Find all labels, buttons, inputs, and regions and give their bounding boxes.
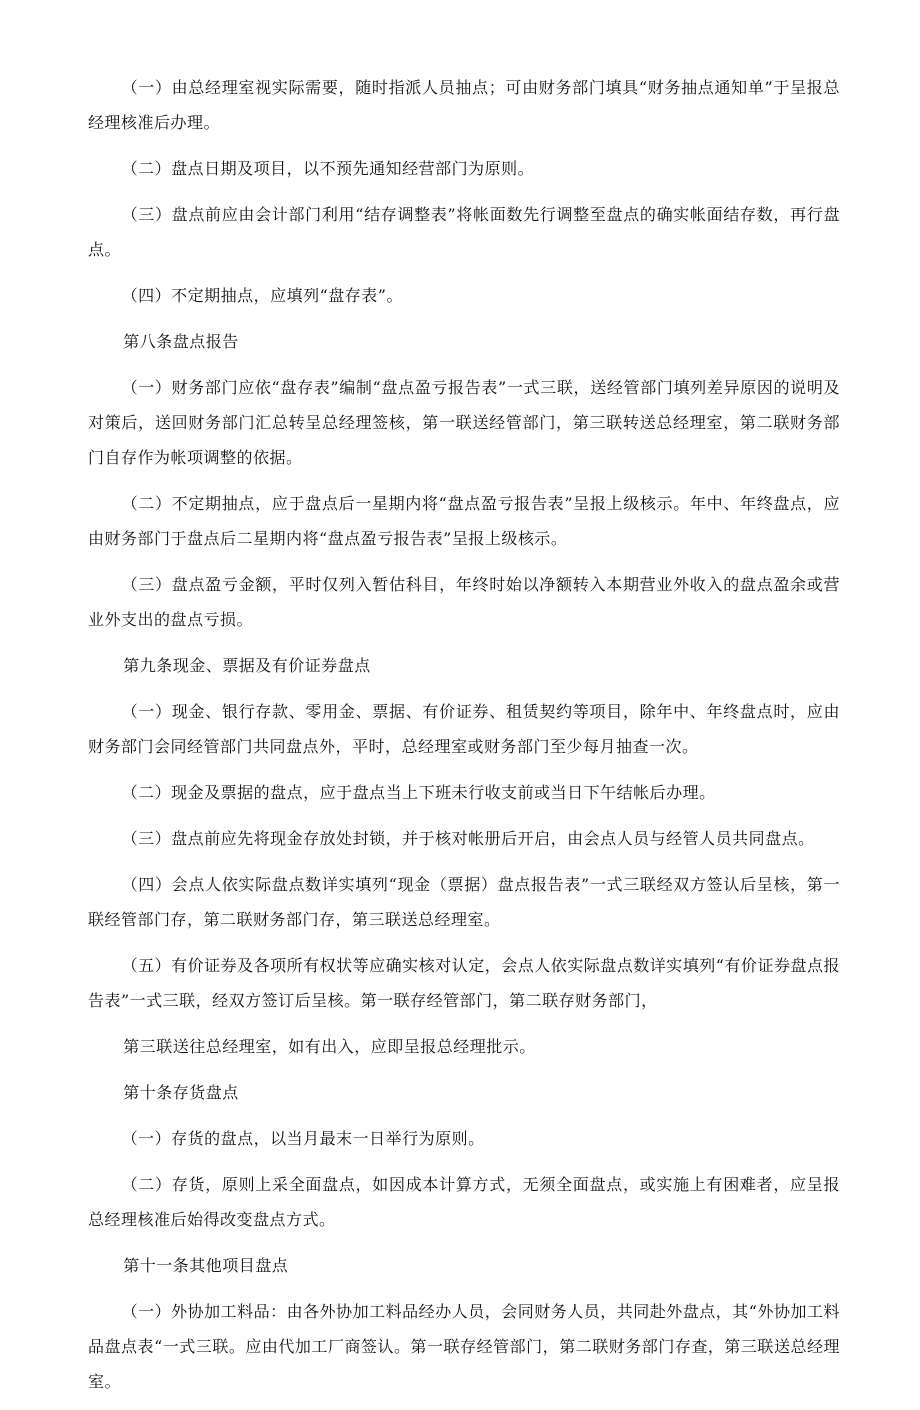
paragraph-14: （五）有价证券及各项所有权状等应确实核对认定，会点人依实际盘点数详实填列“有价证券盘点报告表”一式三联，经双方签订后呈核。第一联存经管部门，第二联存财务部门， (88, 956, 840, 1010)
paragraph-11: （二）现金及票据的盘点，应于盘点当上下班未行收支前或当日下午结帐后办理。 (121, 783, 716, 802)
paragraph-10: （一）现金、银行存款、零用金、票据、有价证券、租赁契约等项目，除年中、年终盘点时，应由财务部门会同经管部门共同盘点外，平时，总经理室或财务部门至少每月抽查一次。 (88, 702, 840, 756)
paragraph-18: （二）存货，原则上采全面盘点，如因成本计算方式，无须全面盘点，或实施上有困难者，应呈报总经理核准后始得改变盘点方式。 (88, 1175, 840, 1229)
paragraph-12: （三）盘点前应先将现金存放处封锁，并于核对帐册后开启，由会点人员与经管人员共同盘点。 (121, 829, 815, 848)
paragraph-1: （一）由总经理室视实际需要，随时指派人员抽点；可由财务部门填具“财务抽点通知单”于呈报总经理核准后办理。 (88, 78, 840, 132)
paragraph-6: （一）财务部门应依“盘存表”编制“盘点盈亏报告表”一式三联，送经管部门填列差异原因的说明及对策后，送回财务部门汇总转呈总经理签核，第一联送经管部门，第三联转送总经理室，第二联财务部门自存作为帐项调整的依据。 (88, 378, 840, 467)
paragraph-4: （四）不定期抽点，应填列“盘存表”。 (121, 286, 403, 305)
paragraph-3: （三）盘点前应由会计部门利用“结存调整表”将帐面数先行调整至盘点的确实帐面结存数，再行盘点。 (88, 205, 840, 259)
paragraph-2: （二）盘点日期及项目，以不预先通知经营部门为原则。 (121, 159, 535, 178)
document-page (88, 70, 840, 1410)
article-11-heading: 第十一条其他项目盘点 (123, 1256, 289, 1275)
paragraph-17: （一）存货的盘点，以当月最末一日举行为原则。 (121, 1129, 485, 1148)
paragraph-7: （二）不定期抽点，应于盘点后一星期内将“盘点盈亏报告表”呈报上级核示。年中、年终盘点，应由财务部门于盘点后二星期内将“盘点盈亏报告表”呈报上级核示。 (88, 494, 840, 548)
article-10-heading: 第十条存货盘点 (123, 1083, 239, 1102)
paragraph-8: （三）盘点盈亏金额，平时仅列入暂估科目，年终时始以净额转入本期营业外收入的盘点盈余或营业外支出的盘点亏损。 (88, 575, 840, 629)
article-9-heading: 第九条现金、票据及有价证券盘点 (123, 656, 371, 675)
paragraph-20: （一）外协加工料品：由各外协加工料品经办人员，会同财务人员，共同赴外盘点，其“外协加工料品盘点表“一式三联。应由代加工厂商签认。第一联存经管部门，第二联财务部门存查，第三联送总经理室。 (88, 1302, 840, 1391)
paragraph-15: 第三联送往总经理室，如有出入，应即呈报总经理批示。 (123, 1037, 536, 1056)
paragraph-13: （四）会点人依实际盘点数详实填列“现金（票据）盘点报告表”一式三联经双方签认后呈核，第一联经管部门存，第二联财务部门存，第三联送总经理室。 (88, 875, 840, 929)
article-8-heading: 第八条盘点报告 (123, 332, 239, 351)
